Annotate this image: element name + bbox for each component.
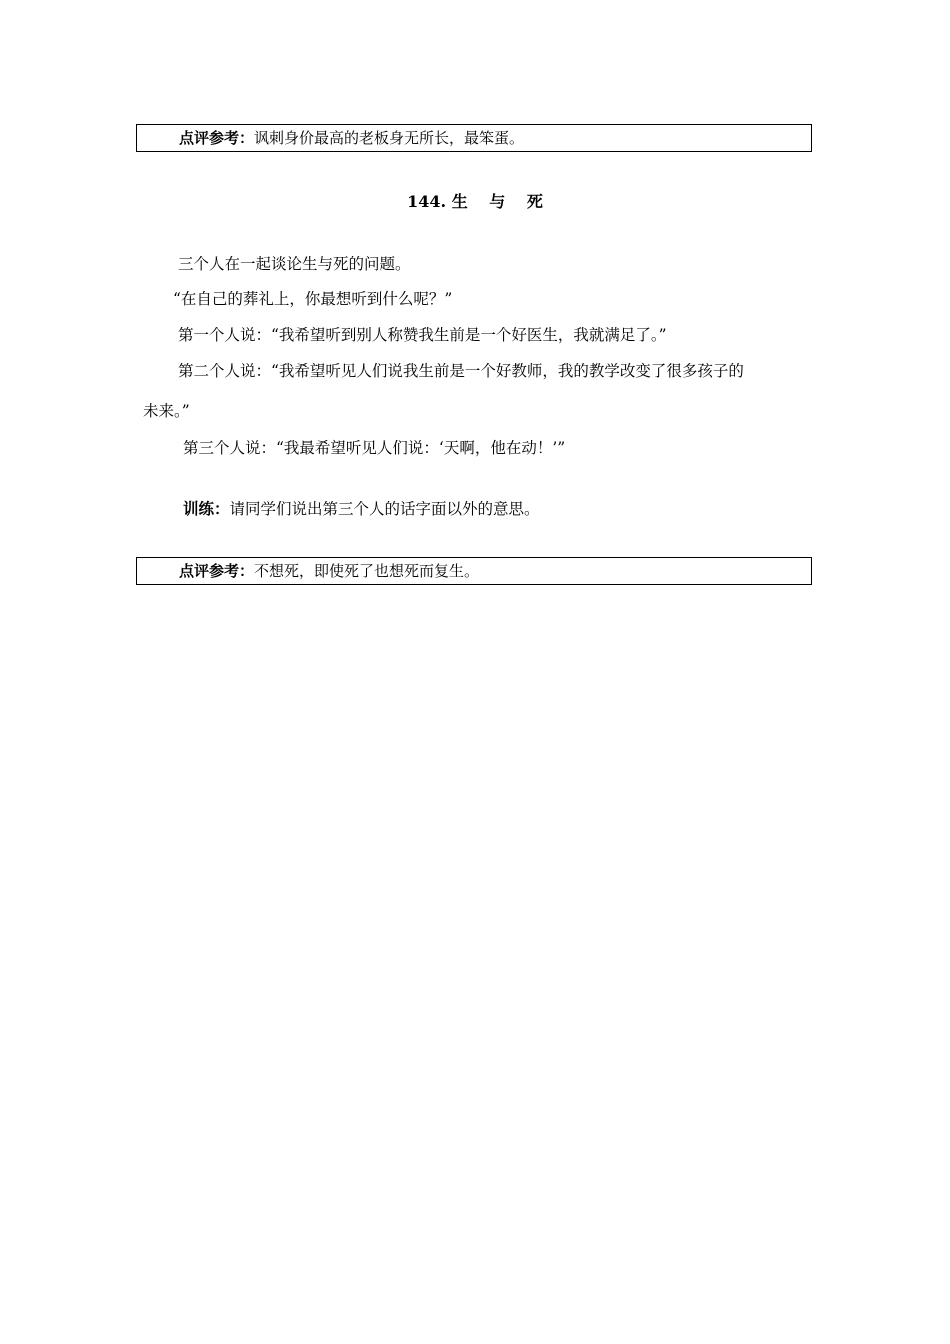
- bottom-comment-label: 点评参考：: [179, 562, 255, 580]
- story-paragraph-continuation: 未来。”: [143, 402, 190, 420]
- story-title: 144. 生 与 死: [407, 192, 543, 211]
- top-comment-text: 讽刺身价最高的老板身无所长，最笨蛋。: [254, 129, 525, 147]
- bottom-comment-box: [136, 557, 812, 585]
- training-text: 请同学们说出第三个人的话字面以外的意思。: [229, 500, 540, 518]
- bottom-comment-text: 不想死，即使死了也想死而复生。: [254, 562, 480, 580]
- story-paragraph: 第一个人说：“我希望听到别人称赞我生前是一个好医生，我就满足了。”: [178, 326, 667, 344]
- story-paragraph: 第三个人说：“我最希望听见人们说：‘天啊，他在动！’”: [183, 439, 566, 457]
- story-paragraph: 第二个人说：“我希望听见人们说我生前是一个好教师，我的教学改变了很多孩子的: [178, 362, 744, 380]
- top-comment-label: 点评参考：: [179, 129, 255, 147]
- training-label: 训练：: [183, 499, 230, 518]
- story-paragraph: 三个人在一起谈论生与死的问题。: [178, 255, 411, 273]
- top-comment-box: [136, 124, 812, 152]
- training-prompt: [183, 499, 540, 519]
- story-paragraph: “在自己的葬礼上，你最想听到什么呢？”: [173, 290, 453, 308]
